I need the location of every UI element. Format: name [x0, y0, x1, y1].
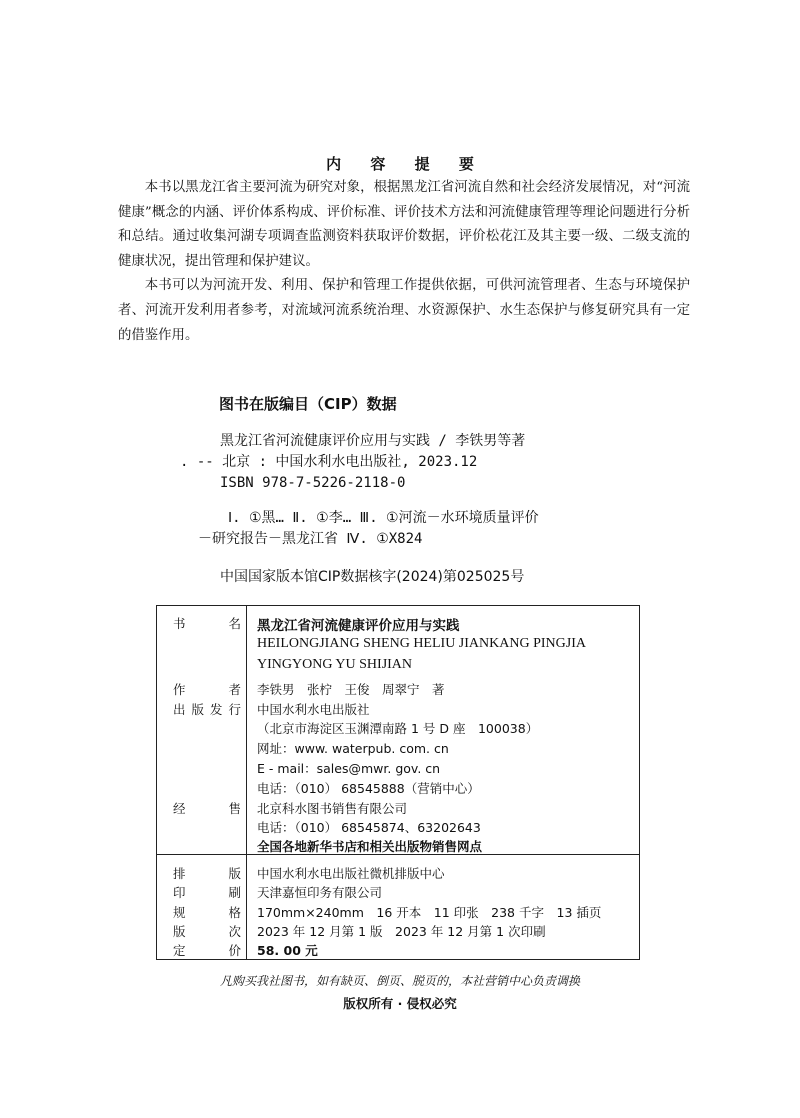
publisher-phone: 电话：（010） 68545888（营销中心） — [257, 781, 480, 796]
table-column-divider — [246, 606, 247, 959]
price-value: 58. 00 元 — [257, 943, 318, 958]
label-price: 定 价 — [173, 943, 241, 958]
pinyin-line-1: HEILONGJIANG SHENG HELIU JIANKANG PINGJIA — [257, 636, 586, 651]
replacement-notice: 凡购买我社图书，如有缺页、倒页、脱页的，本社营销中心负责调换 — [219, 974, 580, 988]
seller-name: 北京科水图书销售有限公司 — [257, 801, 408, 816]
publisher-website: 网址：www. waterpub. com. cn — [257, 741, 449, 756]
cip-classification — [180, 508, 630, 550]
book-title-value: 黑龙江省河流健康评价应用与实践 — [257, 618, 460, 634]
summary-paragraph-2: 本书可以为河流开发、利用、保护和管理工作提供依据，可供河流管理者、生态与环境保护者、河流开发利用者参考，对流域河流系统治理、水资源保护、水生态保护与修复研究具有一定的借鉴作用。 — [118, 278, 690, 343]
print-value: 天津嘉恒印务有限公司 — [257, 885, 383, 900]
publisher-email: E - mail：sales@mwr. gov. cn — [257, 761, 441, 776]
cip-entry-title-line: 黑龙江省河流健康评价应用与实践 / 李铁男等著 — [220, 433, 526, 449]
pinyin-line-2: YINGYONG YU SHIJIAN — [257, 657, 413, 672]
label-author: 作 者 — [173, 682, 241, 697]
label-publisher: 出 版 发 行 — [173, 702, 241, 717]
seller-network: 全国各地新华书店和相关出版物销售网点 — [257, 839, 483, 854]
edition-value: 2023 年 12 月第 1 版 2023 年 12 月第 1 次印刷 — [257, 924, 546, 939]
publication-info-table — [156, 605, 640, 960]
label-print: 印 刷 — [173, 885, 241, 900]
summary-paragraph-1: 本书以黑龙江省主要河流为研究对象，根据黑龙江省河流自然和社会经济发展情况，对“河流健康”概念的内涵、评价体系构成、评价标准、评价技术方法和河流健康管理等理论问题进行分析和总结。通过收集河湖专项调查监测资料获取评价数据，评价松花江及其主要一级、二级支流的健康状况，提出管理和保护建议。 — [118, 180, 690, 269]
label-edition: 版 次 — [173, 924, 241, 939]
cip-entry-isbn-line: ISBN 978-7-5226-2118-0 — [220, 475, 406, 491]
cip-number: 中国国家版本馆CIP数据核字(2024)第025025号 — [220, 569, 525, 585]
seller-phone: 电话：（010） 68545874、63202643 — [257, 820, 481, 835]
cip-entry — [180, 431, 630, 494]
cip-entry-publisher-line: . -- 北京 : 中国水利水电出版社, 2023.12 — [180, 454, 478, 470]
copyright-notice: 版权所有 · 侵权必究 — [343, 996, 457, 1011]
cip-heading: 图书在版编目（CIP）数据 — [219, 395, 397, 413]
summary-body — [118, 176, 690, 348]
label-typeset: 排 版 — [173, 866, 241, 881]
typeset-value: 中国水利水电出版社微机排版中心 — [257, 866, 445, 881]
cip-class-line-1: Ⅰ. ①黑… Ⅱ. ①李… Ⅲ. ①河流－水环境质量评价 — [228, 510, 539, 526]
label-seller: 经 售 — [173, 801, 241, 816]
author-value: 李铁男 张柠 王俊 周翠宁 著 — [257, 682, 445, 697]
label-book-title: 书 名 — [173, 616, 241, 631]
cip-class-line-2: －研究报告－黑龙江省 Ⅳ. ①X824 — [198, 531, 423, 547]
spec-value: 170mm×240mm 16 开本 11 印张 238 千字 13 插页 — [257, 905, 602, 920]
summary-title: 内 容 提 要 — [326, 155, 486, 173]
publisher-address: （北京市海淀区玉渊潭南路 1 号 D 座 100038） — [257, 721, 539, 736]
label-spec: 规 格 — [173, 905, 241, 920]
publisher-name: 中国水利水电出版社 — [257, 702, 370, 717]
